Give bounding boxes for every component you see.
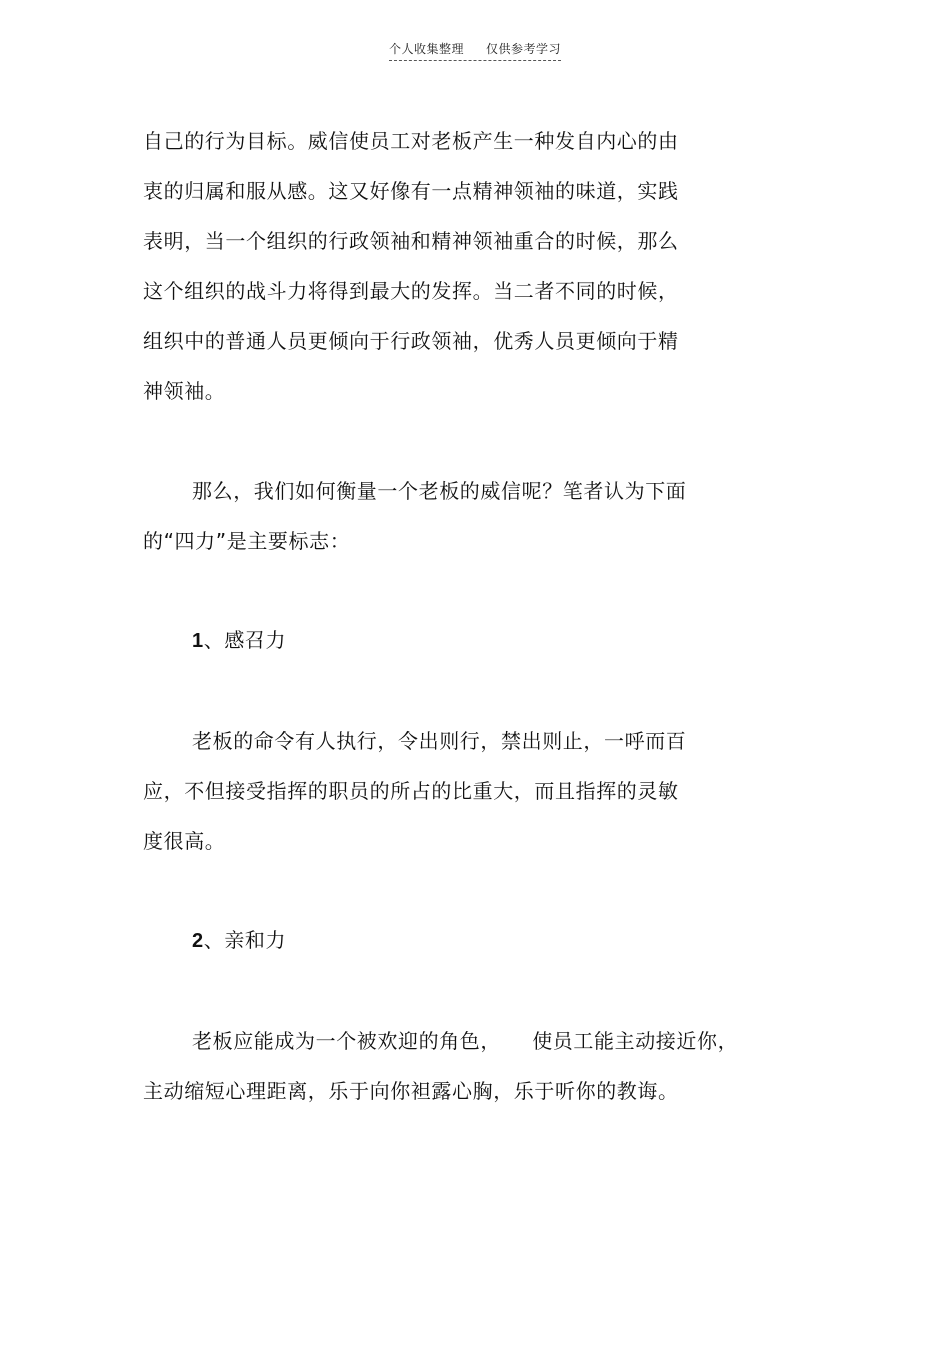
header-left: 个人收集整理	[388, 42, 464, 56]
text-line: 表明，当一个组织的行政领袖和精神领袖重合的时候，那么	[143, 229, 679, 253]
header-text	[389, 40, 561, 61]
text-line: 应，不但接受指挥的职员的所占的比重大，而且指挥的灵敏	[143, 779, 679, 803]
text-line: 老板的命令有人执行，令出则行，禁出则止，一呼而百	[192, 729, 687, 753]
text-line: 的“四力”是主要标志：	[143, 529, 351, 553]
section-number: 1	[192, 630, 204, 652]
text-line: 衷的归属和服从感。这又好像有一点精神领袖的味道，实践	[143, 179, 679, 203]
text-line: 神领袖。	[143, 379, 226, 403]
section-number: 2	[192, 930, 204, 952]
text-line: 主动缩短心理距离，乐于向你袒露心胸，乐于听你的教诲。	[143, 1079, 679, 1103]
text-line: 这个组织的战斗力将得到最大的发挥。当二者不同的时候，	[143, 279, 679, 303]
text-line: 老板应能成为一个被欢迎的角色， 使员工能主动接近你，	[192, 1029, 739, 1053]
section-title: 、感召力	[203, 628, 287, 652]
text-line: 度很高。	[143, 829, 226, 853]
section-heading	[192, 927, 286, 954]
text-line: 自己的行为目标。威信使员工对老板产生一种发自内心的由	[143, 129, 679, 153]
header-right: 仅供参考学习	[486, 42, 562, 56]
section-heading	[192, 627, 286, 654]
text-line: 那么，我们如何衡量一个老板的威信呢？笔者认为下面	[192, 479, 687, 503]
section-title: 、亲和力	[203, 928, 287, 952]
text-line: 组织中的普通人员更倾向于行政领袖，优秀人员更倾向于精	[143, 329, 679, 353]
page-header	[0, 38, 950, 61]
